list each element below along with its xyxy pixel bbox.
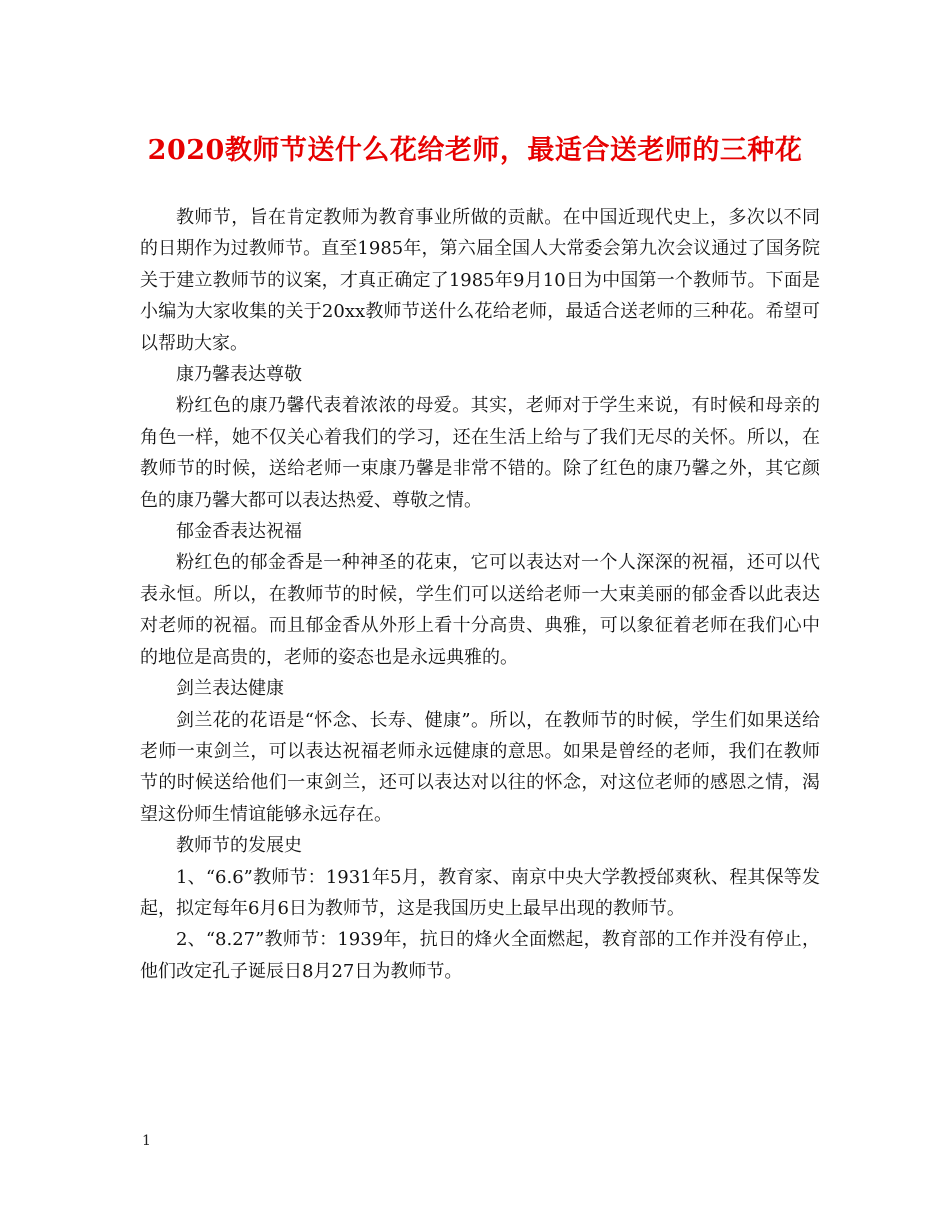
section-heading-carnation: 康乃馨表达尊敬 [176,364,302,386]
section-heading-history: 教师节的发展史 [176,835,302,857]
section-heading-gladiolus: 剑兰表达健康 [176,678,284,700]
gladiolus-paragraph: 剑兰花的花语是“怀念、长寿、健康”。所以，在教师节的时候，学生们如果送给老师一束剑兰，可以表达祝福老师永远健康的意思。如果是曾经的老师，我们在教师节的时候送给他们一束剑兰，还可以表达对以往的怀念，对这位老师的感恩之情，渴望这份师生情谊能够永远存在。 [140,709,820,825]
carnation-paragraph: 粉红色的康乃馨代表着浓浓的母爱。其实，老师对于学生来说，有时候和母亲的角色一样，她不仅关心着我们的学习，还在生活上给与了我们无尽的关怀。所以，在教师节的时候，送给老师一束康乃馨是非常不错的。除了红色的康乃馨之外，其它颜色的康乃馨大都可以表达热爱、尊敬之情。 [140,395,820,511]
tulip-paragraph: 粉红色的郁金香是一种神圣的花束，它可以表达对一个人深深的祝福，还可以代表永恒。所以，在教师节的时候，学生们可以送给老师一大束美丽的郁金香以此表达对老师的祝福。而且郁金香从外形上看十分高贵、典雅，可以象征着老师在我们心中的地位是高贵的，老师的姿态也是永远典雅的。 [140,552,820,668]
document-title: 2020教师节送什么花给老师，最适合送老师的三种花 [147,135,803,166]
section-heading-tulip: 郁金香表达祝福 [176,521,302,543]
intro-paragraph: 教师节，旨在肯定教师为教育事业所做的贡献。在中国近现代史上，多次以不同的日期作为过教师节。直至1985年，第六届全国人大常委会第九次会议通过了国务院关于建立教师节的议案，才真正确定了1985年9月10日为中国第一个教师节。下面是小编为大家收集的关于20xx教师节送什么花给老师，最适合送老师的三种花。希望可以帮助大家。 [140,207,820,354]
history-item-2: 2、“8.27”教师节：1939年，抗日的烽火全面燃起，教育部的工作并没有停止，他们改定孔子诞辰日8月27日为教师节。 [140,929,820,982]
page-number: 1 [142,1133,151,1149]
document-body [140,202,820,987]
history-item-1: 1、“6.6”教师节：1931年5月，教育家、南京中央大学教授邰爽秋、程其保等发起，拟定每年6月6日为教师节，这是我国历史上最早出现的教师节。 [140,866,820,919]
